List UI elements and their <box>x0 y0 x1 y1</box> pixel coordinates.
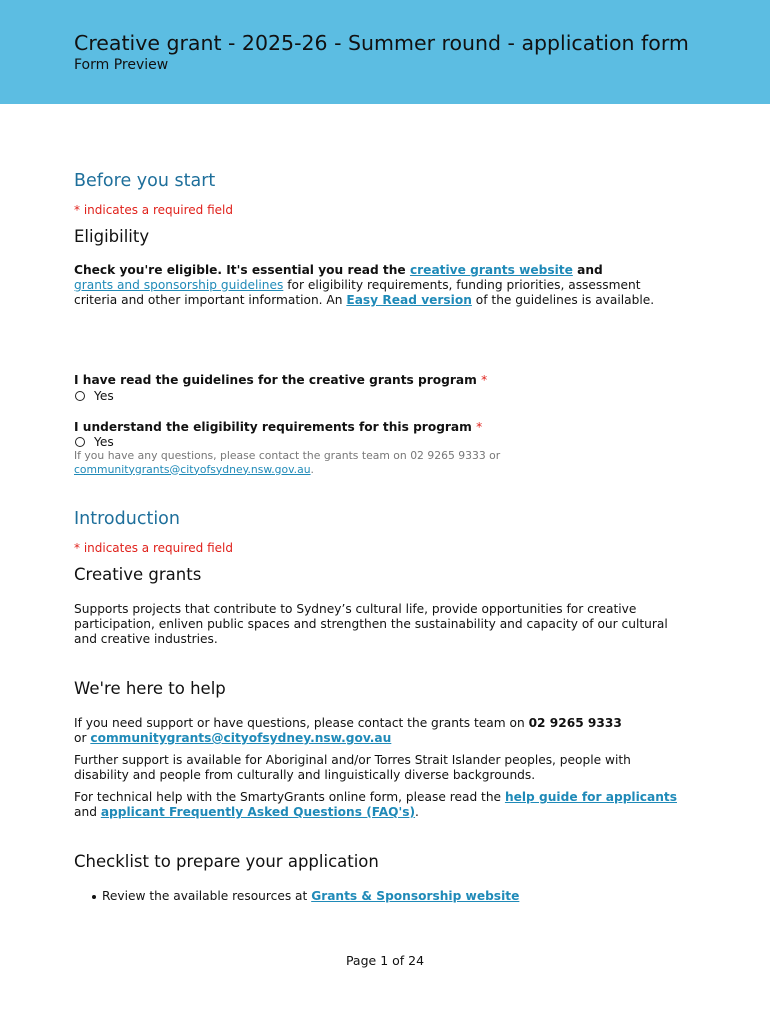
contact-or: or <box>74 730 91 745</box>
required-field-note: * indicates a required field <box>74 541 233 555</box>
radio-option-label: Yes <box>94 389 114 403</box>
contact-paragraph <box>74 716 684 746</box>
grants-guidelines-link[interactable]: grants and sponsorship guidelines <box>74 277 284 292</box>
form-title: Creative grant - 2025-26 - Summer round - application form <box>74 31 689 55</box>
question-eligibility-label: I understand the eligibility requirements for this program <box>74 420 472 434</box>
help-guide-link[interactable]: help guide for applicants <box>504 790 677 804</box>
required-star: * <box>481 373 488 387</box>
eligibility-bold-text: Check you're eligible. It's essential you read the <box>74 263 410 277</box>
eligibility-and-text: and <box>572 263 603 277</box>
eligibility-mid-text: for eligibility requirements, funding priorities, assessment criteria and other important information. An <box>74 277 641 307</box>
radio-option-yes-1[interactable] <box>74 389 114 403</box>
creative-grants-paragraph: Supports projects that contribute to Sydney’s cultural life, provide opportunities for creative participation, enliven public spaces and strengthen the sustainability and capacity of our cultural and creative industries. <box>74 602 668 646</box>
technical-help-paragraph <box>74 790 684 820</box>
question-read-guidelines-label: I have read the guidelines for the creative grants program <box>74 373 477 387</box>
contact-email-link[interactable]: communitygrants@cityofsydney.nsw.gov.au <box>90 730 392 745</box>
form-subtitle: Form Preview <box>74 57 169 73</box>
faq-link[interactable]: applicant Frequently Asked Questions (FAQ's) <box>100 804 416 819</box>
section-title-introduction: Introduction <box>74 509 180 529</box>
tech-end-text: . <box>415 804 419 819</box>
radio-circle-icon[interactable] <box>75 391 85 401</box>
further-support-paragraph: Further support is available for Aboriginal and/or Torres Strait Islander peoples, people with disability and people from culturally and linguistically diverse backgrounds. <box>74 753 631 782</box>
radio-circle-icon[interactable] <box>75 437 85 447</box>
creative-grants-heading: Creative grants <box>74 565 202 584</box>
tech-help-text: For technical help with the SmartyGrants online form, please read the <box>74 790 505 804</box>
eligibility-end-text: of the guidelines is available. <box>471 292 655 307</box>
question-read-guidelines <box>74 373 487 387</box>
creative-grants-website-link[interactable]: creative grants website <box>409 263 573 277</box>
contact-text: If you need support or have questions, please contact the grants team on <box>74 716 529 730</box>
question-eligibility-requirements <box>74 420 482 434</box>
section-title-before-you-start: Before you start <box>74 171 216 191</box>
page-number: Page 1 of 24 <box>345 953 425 968</box>
help-period: . <box>310 462 314 476</box>
eligibility-paragraph <box>74 263 684 307</box>
eligibility-heading: Eligibility <box>74 227 150 246</box>
checklist-item-text: Review the available resources at <box>102 889 312 903</box>
bullet-icon <box>92 895 96 899</box>
form-header <box>0 0 770 104</box>
required-star: * <box>476 420 483 434</box>
help-email-link[interactable]: communitygrants@cityofsydney.nsw.gov.au <box>74 462 311 476</box>
checklist-heading: Checklist to prepare your application <box>74 852 379 871</box>
contact-phone: 02 9265 9333 <box>528 716 622 730</box>
grants-sponsorship-website-link[interactable]: Grants & Sponsorship website <box>311 889 520 903</box>
checklist-item <box>92 889 519 903</box>
tech-and-text: and <box>74 804 101 819</box>
easy-read-version-link[interactable]: Easy Read version <box>346 292 472 307</box>
radio-option-label: Yes <box>94 435 114 449</box>
help-text: If you have any questions, please contact the grants team on 02 9265 9333 or <box>74 449 501 462</box>
help-heading: We're here to help <box>74 679 226 698</box>
radio-option-yes-2[interactable] <box>74 435 114 449</box>
question-help-text <box>74 449 684 476</box>
required-field-note: * indicates a required field <box>74 203 233 217</box>
